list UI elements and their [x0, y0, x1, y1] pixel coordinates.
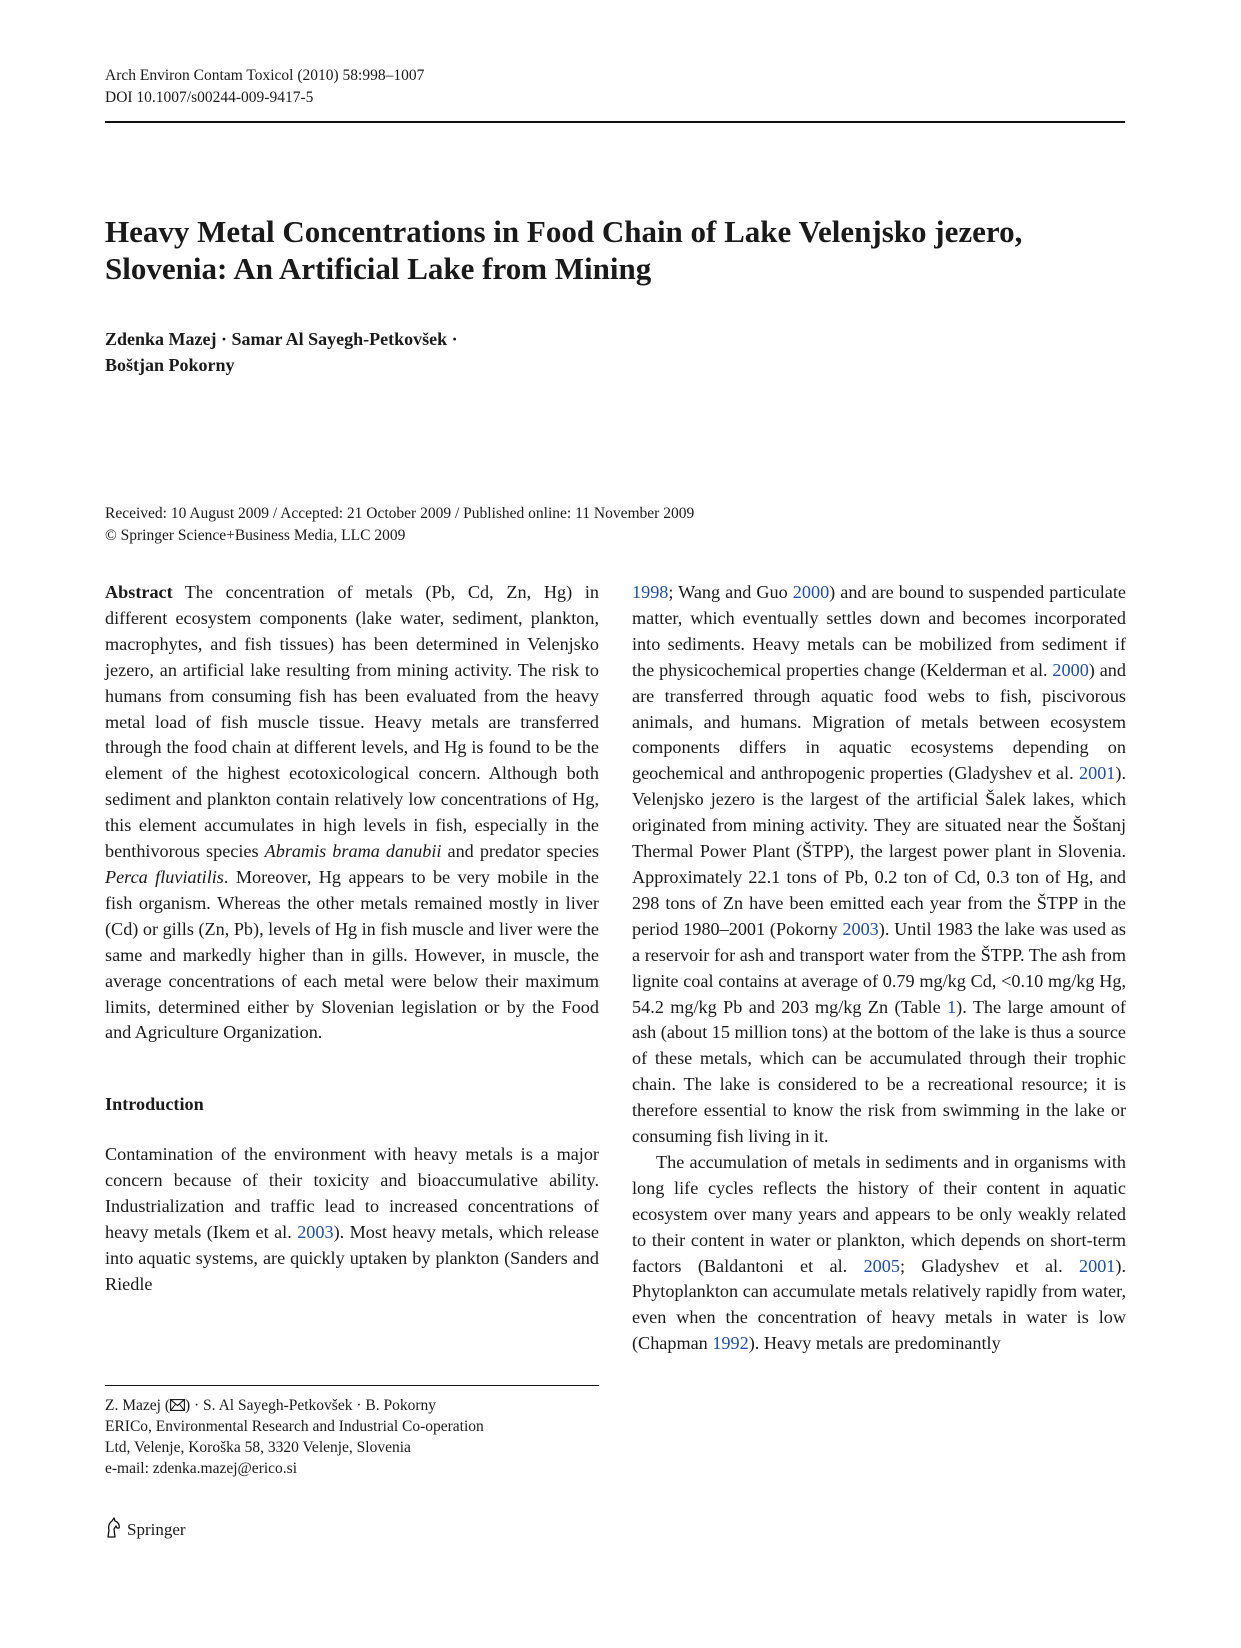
text: Contamination of the environment with heavy metals is a major concern because of their toxicity and bioaccumulative ability. Industrialization and traffic lead to increased concentrations of heavy metals (Ikem et al.: [105, 1144, 599, 1242]
text: ) · S. Al Sayegh-Petkovšek · B. Pokorny: [184, 1397, 436, 1414]
citation-link[interactable]: 2001: [1079, 1255, 1116, 1276]
footnote-rule: [105, 1385, 599, 1386]
intro-paragraph-2: [632, 1150, 1126, 1357]
doi: DOI 10.1007/s00244-009-9417-5: [105, 89, 314, 106]
authors-line-2: Boštjan Pokorny: [105, 355, 235, 375]
citation-link[interactable]: 2003: [842, 918, 879, 939]
envelope-icon: [170, 1397, 185, 1414]
authors-line-1: Zdenka Mazej · Samar Al Sayegh-Petkovšek ·: [105, 329, 458, 349]
left-column: [105, 580, 599, 1298]
abstract-text: . Moreover, Hg appears to be very mobile in the fish organism. Whereas the other metals remained mostly in liver (Cd) or gills (Zn, Pb), levels of Hg in fish muscle and liver were the same and markedly higher than in gills. However, in muscle, the average concentrations of each metal were below their maximum limits, determined either by Slovenian legislation or by the Food and Agriculture Organization.: [105, 866, 599, 1043]
header-rule: [105, 121, 1125, 123]
text: ; Gladyshev et al.: [899, 1255, 1080, 1276]
publisher-name: Springer: [127, 1520, 186, 1539]
section-heading-introduction: Introduction: [105, 1094, 204, 1115]
footnote-authors: [105, 1395, 665, 1416]
intro-paragraph-1-cont: [632, 580, 1126, 1150]
citation-link[interactable]: 2001: [1079, 763, 1116, 784]
copyright: © Springer Science+Business Media, LLC 2009: [105, 527, 406, 544]
text: ) and are transferred through aquatic food webs to fish, piscivorous animals, and humans. Migration of metals between ecosystem components differs in aquatic ecosystems depending on geochemical and anthropogenic properties (Gladyshev et al.: [632, 659, 1126, 784]
text: ). Until 1983 the lake was used as a reservoir for ash and transport water from the ŠTPP. The ash from lignite coal contains at average of 0.79 mg/kg Cd, <0.10 mg/kg Hg, 54.2 mg/kg Pb and 203 mg/kg Zn (Table: [632, 918, 1126, 1017]
journal-reference: Arch Environ Contam Toxicol (2010) 58:998–1007: [105, 67, 425, 84]
text: The accumulation of metals in sediments and in organisms with long life cycles reflects the history of their content in aquatic ecosystem over many years and appears to be only weakly related to their content in water or plankton, which depends on short-term factors (Baldantoni et al.: [632, 1151, 1126, 1276]
right-column: [632, 580, 1126, 1357]
text: ; Wang and Guo: [668, 582, 793, 602]
text: ). The large amount of ash (about 15 million tons) at the bottom of the lake is thus a source of these metals, which can be accumulated through their trophic chain. The lake is considered to be a recreational resource; it is therefore essential to know the risk from swimming in the lake or consuming fish living in it.: [632, 996, 1127, 1147]
article-title: Heavy Metal Concentrations in Food Chain of Lake Velenjsko jezero, Slovenia: An Artificial Lake from Mining: [105, 214, 1023, 286]
citation-link[interactable]: 1998: [632, 582, 669, 602]
abstract: [105, 580, 599, 1046]
text: ). Heavy metals are predominantly: [748, 1333, 1001, 1354]
table-link[interactable]: 1: [947, 996, 957, 1017]
article-history: Received: 10 August 2009 / Accepted: 21 October 2009 / Published online: 11 November 2009: [105, 505, 695, 522]
footnote-address: Ltd, Velenje, Koroška 58, 3320 Velenje, Slovenia: [105, 1439, 411, 1456]
citation-link[interactable]: 2000: [792, 582, 830, 602]
author-affiliation-footnote: [105, 1395, 665, 1479]
citation-link[interactable]: 2005: [863, 1255, 900, 1276]
text: ). Velenjsko jezero is the largest of the artificial Šalek lakes, which originated from mining activity. They are situated near the Šoštanj Thermal Power Plant (ŠTPP), the largest power plant in Slovenia. Approximately 22.1 tons of Pb, 0.2 ton of Cd, 0.3 ton of Hg, and 298 tons of Zn have been emitted each year from the ŠTPP in the period 1980–2001 (Pokorny: [632, 763, 1126, 939]
citation-link[interactable]: 2003: [297, 1221, 334, 1242]
intro-paragraph-1: [105, 1142, 599, 1297]
text: ) and are bound to suspended particulate matter, which eventually settles down and becomes incorporated into sediments. Heavy metals can be mobilized from sediment if the physicochemical properties change (Kelderman et al.: [632, 582, 1126, 680]
citation-link[interactable]: 1992: [712, 1333, 749, 1354]
springer-horse-icon: [105, 1517, 127, 1544]
species-name: Abramis brama danubii: [264, 841, 442, 862]
text: ). Most heavy metals, which release into aquatic systems, are quickly uptaken by plankton (Sanders and Riedle: [105, 1221, 599, 1294]
authors: [105, 326, 805, 378]
publisher-logo: [105, 1517, 186, 1543]
footnote-affiliation: ERICo, Environmental Research and Industrial Co-operation: [105, 1418, 484, 1435]
abstract-label: Abstract: [105, 582, 173, 602]
abstract-text: The concentration of metals (Pb, Cd, Zn, Hg) in different ecosystem components (lake water, sediment, plankton, macrophytes, and fish tissues) has been determined in Velenjsko jezero, an artificial lake resulting from mining activity. The risk to humans from consuming fish has been evaluated from the heavy metal load of fish muscle tissue. Heavy metals are transferred through the food chain at different levels, and Hg is found to be the element of the highest ecotoxicological concern. Although both sediment and plankton contain relatively low concentrations of Hg, this element accumulates in high levels in fish, especially in the benthivorous species: [105, 582, 599, 862]
citation-link[interactable]: 2000: [1052, 659, 1089, 680]
text: Z. Mazej (: [105, 1397, 170, 1414]
footnote-email[interactable]: e-mail: zdenka.mazej@erico.si: [105, 1460, 298, 1477]
abstract-text: and predator species: [441, 841, 599, 862]
text: ). Phytoplankton can accumulate metals relatively rapidly from water, even when the concentration of heavy metals in water is low (Chapman: [632, 1255, 1126, 1354]
species-name: Perca fluviatilis: [105, 866, 224, 887]
